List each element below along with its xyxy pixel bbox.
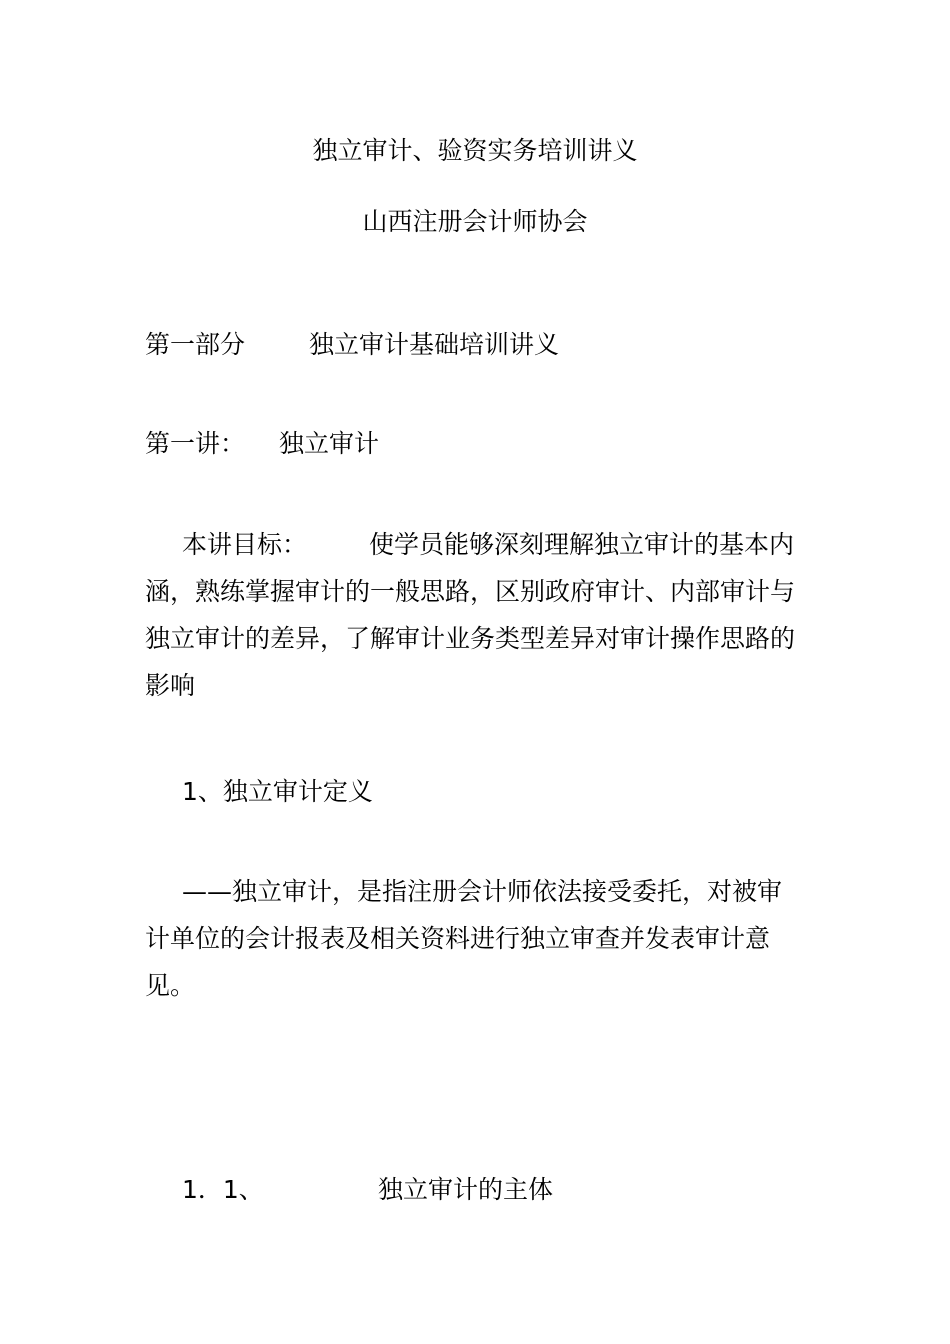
definition-paragraph: ——独立审计，是指注册会计师依法接受委托，对被审计单位的会计报表及相关资料进行独立审查并发表审计意见。 <box>145 877 783 1000</box>
section-heading: 1、独立审计定义 <box>182 777 373 806</box>
document-title: 独立审计、验资实务培训讲义 <box>312 136 638 165</box>
objective-text: 使学员能够深刻理解独立审计的基本内涵，熟练掌握审计的一般思路，区别政府审计、内部审计与独立审计的差异，了解审计业务类型差异对审计操作思路的影响 <box>145 530 796 700</box>
part-title: 独立审计基础培训讲义 <box>309 330 560 359</box>
lecture-label: 第一讲： <box>145 429 246 458</box>
lecture-title: 独立审计 <box>279 429 380 458</box>
subsection-number: 1．1、 <box>182 1175 264 1204</box>
part-label: 第一部分 <box>145 330 246 359</box>
objective-paragraph <box>145 521 805 709</box>
organization-name: 山西注册会计师协会 <box>362 207 588 236</box>
subsection-title: 独立审计的主体 <box>378 1175 554 1204</box>
objective-label: 本讲目标： <box>182 530 308 559</box>
